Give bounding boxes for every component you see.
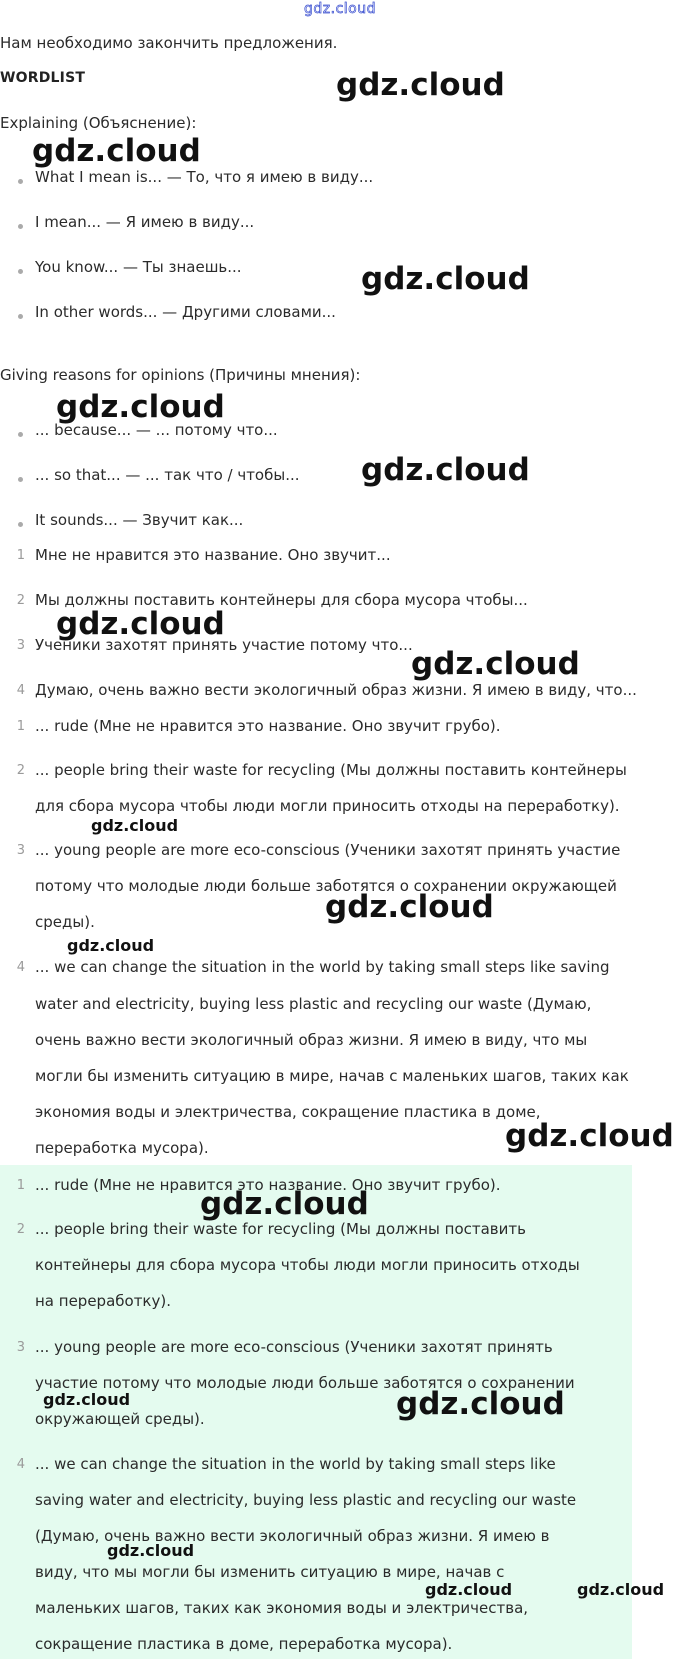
wordlist-title: WORDLIST <box>0 70 86 86</box>
task-number: 3 <box>16 638 25 653</box>
boxed-answer-line: виду, что мы могли бы изменить ситуацию в мире, начав с <box>35 1563 505 1581</box>
watermark: gdz.cloud <box>32 133 201 169</box>
boxed-answer-line: ... young people are more eco-conscious (Ученики захотят принять <box>35 1338 553 1356</box>
task-number: 2 <box>16 593 25 608</box>
answer-line: ... rude (Мне не нравится это название. Оно звучит грубо). <box>35 717 501 735</box>
answer-line: переработка мусора). <box>35 1139 209 1157</box>
list-item: You know... — Ты знаешь... <box>35 258 242 276</box>
watermark: gdz.cloud <box>425 1580 513 1599</box>
boxed-answer-line: окружающей среды). <box>35 1410 205 1428</box>
answer-number: 1 <box>16 719 25 734</box>
boxed-answer-line: saving water and electricity, buying less plastic and recycling our waste <box>35 1491 577 1509</box>
boxed-answer-line: сокращение пластика в доме, переработка мусора). <box>35 1635 453 1653</box>
boxed-answer-line: (Думаю, очень важно вести экологичный образ жизни. Я имею в <box>35 1527 550 1545</box>
answer-line: ... we can change the situation in the world by taking small steps like saving <box>35 958 610 976</box>
task-number: 1 <box>16 548 25 563</box>
task-text: Думаю, очень важно вести экологичный образ жизни. Я имею в виду, что... <box>35 681 637 699</box>
boxed-answer-number: 3 <box>16 1340 25 1355</box>
watermark: gdz.cloud <box>577 1580 665 1599</box>
boxed-answer-line: ... people bring their waste for recycling (Мы должны поставить <box>35 1220 526 1238</box>
bullet-dot <box>18 269 23 274</box>
reasons-heading: Giving reasons for opinions (Причины мнения): <box>0 366 361 384</box>
watermark: gdz.cloud <box>200 1186 369 1222</box>
answer-line: потому что молодые люди больше заботятся о сохранении окружающей <box>35 877 617 895</box>
bullet-dot <box>18 522 23 527</box>
answer-line: water and electricity, buying less plastic and recycling our waste (Думаю, <box>35 995 592 1013</box>
answer-line: ... people bring their waste for recycling (Мы должны поставить контейнеры <box>35 761 627 779</box>
bullet-dot <box>18 432 23 437</box>
watermark: gdz.cloud <box>67 936 155 955</box>
watermark: gdz.cloud <box>361 452 530 488</box>
bullet-dot <box>18 314 23 319</box>
boxed-answer-number: 1 <box>16 1178 25 1193</box>
bullet-dot <box>18 477 23 482</box>
answer-line: среды). <box>35 913 95 931</box>
boxed-answer-number: 2 <box>16 1222 25 1237</box>
bullet-dot <box>18 179 23 184</box>
list-item: In other words... — Другими словами... <box>35 303 336 321</box>
answer-number: 3 <box>16 843 25 858</box>
boxed-answer-line: на переработку). <box>35 1292 171 1310</box>
watermark: gdz.cloud <box>325 889 494 925</box>
task-text: Ученики захотят принять участие потому что... <box>35 636 413 654</box>
watermark: gdz.cloud <box>505 1118 674 1154</box>
watermark: gdz.cloud <box>107 1541 195 1560</box>
watermark: gdz.cloud <box>43 1390 131 1409</box>
answer-line: экономия воды и электричества, сокращение пластика в доме, <box>35 1103 541 1121</box>
watermark: gdz.cloud <box>56 389 225 425</box>
intro-text: Нам необходимо закончить предложения. <box>0 34 338 52</box>
boxed-answer-line: контейнеры для сбора мусора чтобы люди могли приносить отходы <box>35 1256 580 1274</box>
list-item: I mean... — Я имею в виду... <box>35 213 255 231</box>
task-number: 4 <box>16 683 25 698</box>
watermark: gdz.cloud <box>361 261 530 297</box>
task-text: Мы должны поставить контейнеры для сбора мусора чтобы... <box>35 591 528 609</box>
list-item: It sounds... — Звучит как... <box>35 511 244 529</box>
boxed-answer-line: ... we can change the situation in the world by taking small steps like <box>35 1455 556 1473</box>
list-item: ... so that... — ... так что / чтобы... <box>35 466 300 484</box>
watermark: gdz.cloud <box>91 816 179 835</box>
answer-line: ... young people are more eco-conscious (Ученики захотят принять участие <box>35 841 621 859</box>
watermark: gdz.cloud <box>411 646 580 682</box>
boxed-answer-line: ... rude (Мне не нравится это название. Оно звучит грубо). <box>35 1176 501 1194</box>
answer-number: 2 <box>16 763 25 778</box>
watermark: gdz.cloud <box>56 606 225 642</box>
watermark: gdz.cloud <box>336 67 505 103</box>
task-text: Мне не нравится это название. Оно звучит... <box>35 546 391 564</box>
bullet-dot <box>18 224 23 229</box>
watermark: gdz.cloud <box>396 1386 565 1422</box>
boxed-answer-line: маленьких шагов, таких как экономия воды и электричества, <box>35 1599 529 1617</box>
boxed-answer-number: 4 <box>16 1457 25 1472</box>
answer-number: 4 <box>16 960 25 975</box>
answer-line: могли бы изменить ситуацию в мире, начав с маленьких шагов, таких как <box>35 1067 629 1085</box>
list-item: What I mean is... — То, что я имею в виду... <box>35 168 374 186</box>
list-item: ... because... — ... потому что... <box>35 421 278 439</box>
answer-line: для сбора мусора чтобы люди могли приносить отходы на переработку). <box>35 797 620 815</box>
boxed-answer-line: участие потому что молодые люди больше заботятся о сохранении <box>35 1374 575 1392</box>
header-watermark: gdz.cloud <box>304 1 376 17</box>
answer-line: очень важно вести экологичный образ жизни. Я имею в виду, что мы <box>35 1031 588 1049</box>
explaining-heading: Explaining (Объяснение): <box>0 114 197 132</box>
